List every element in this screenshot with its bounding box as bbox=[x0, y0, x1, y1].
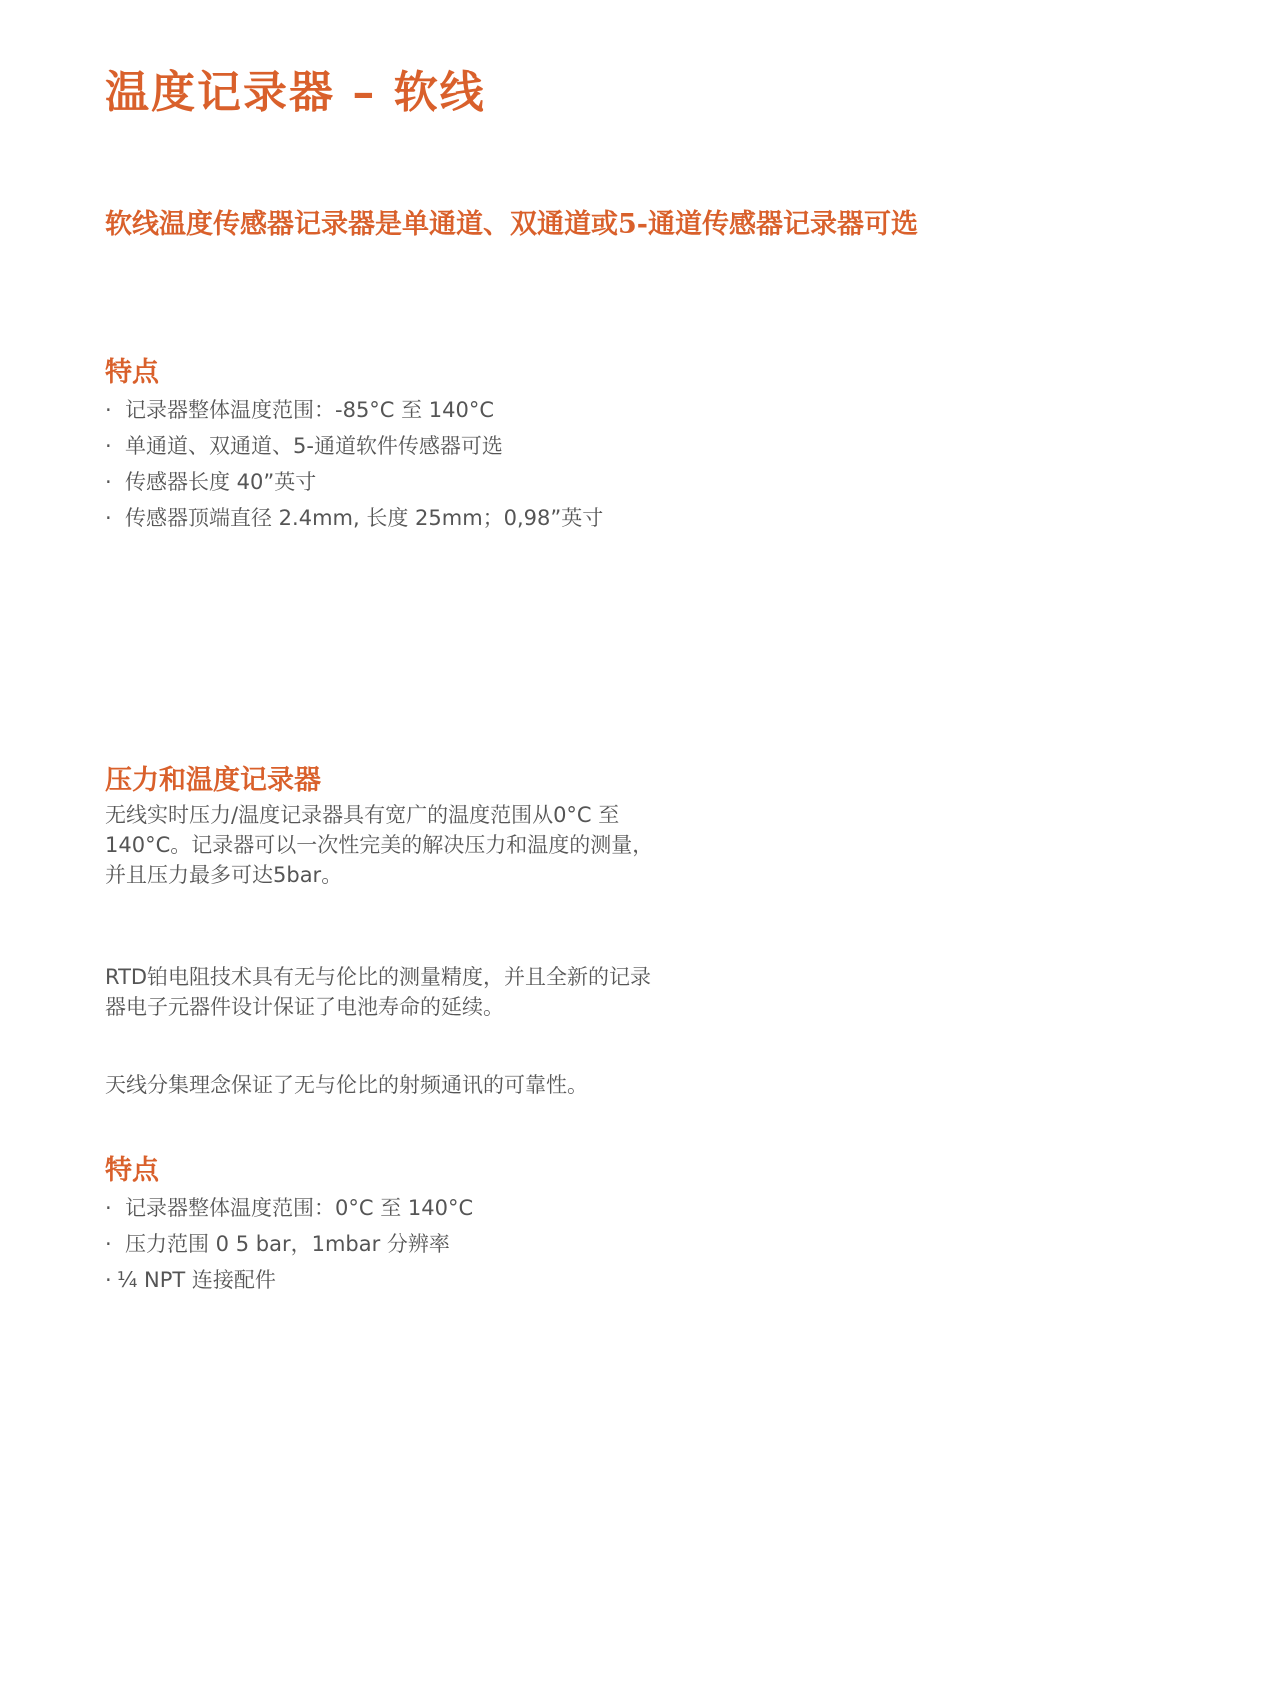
list-item bbox=[105, 1226, 473, 1262]
features-list-2 bbox=[105, 1190, 473, 1298]
list-item-text: 记录器整体温度范围：-85°C 至 140°C bbox=[125, 398, 495, 422]
rtd-paragraph: RTD铂电阻技术具有无与伦比的测量精度，并且全新的记录器电子元器件设计保证了电池寿命的延续。 bbox=[105, 965, 652, 1019]
list-item bbox=[105, 1190, 473, 1226]
bullet-icon: · bbox=[105, 470, 112, 494]
bullet-icon: · bbox=[105, 1268, 112, 1292]
page-subtitle: 软线温度传感器记录器是单通道、双通道或5-通道传感器记录器可选 bbox=[105, 209, 918, 240]
list-item bbox=[105, 1262, 473, 1298]
list-item bbox=[105, 500, 603, 536]
list-item-text: 传感器顶端直径 2.4mm, 长度 25mm；0,98”英寸 bbox=[125, 506, 604, 530]
list-item-text: 传感器长度 40”英寸 bbox=[125, 470, 317, 494]
bullet-icon: · bbox=[105, 1196, 112, 1220]
bullet-icon: · bbox=[105, 398, 112, 422]
list-item-text: 压力范围 0 5 bar，1mbar 分辨率 bbox=[125, 1232, 450, 1256]
list-item-text: 记录器整体温度范围：0°C 至 140°C bbox=[125, 1196, 474, 1220]
antenna-paragraph: 天线分集理念保证了无与伦比的射频通讯的可靠性。 bbox=[105, 1073, 588, 1097]
page-title: 温度记录器 – 软线 bbox=[105, 67, 486, 118]
list-item bbox=[105, 428, 603, 464]
intro-paragraph: 无线实时压力/温度记录器具有宽广的温度范围从0°C 至 140°C。记录器可以一次性完美的解决压力和温度的测量，并且压力最多可达5bar。 bbox=[105, 803, 654, 887]
features-heading-1: 特点 bbox=[105, 357, 159, 388]
bullet-icon: · bbox=[105, 1232, 112, 1256]
bullet-icon: · bbox=[105, 434, 112, 458]
list-item-text: ¼ NPT 连接配件 bbox=[117, 1268, 276, 1292]
pressure-temp-heading: 压力和温度记录器 bbox=[105, 765, 321, 796]
list-item bbox=[105, 464, 603, 500]
list-item-text: 单通道、双通道、5-通道软件传感器可选 bbox=[125, 434, 503, 458]
features-heading-2: 特点 bbox=[105, 1155, 159, 1186]
features-list-1 bbox=[105, 392, 603, 536]
bullet-icon: · bbox=[105, 506, 112, 530]
list-item bbox=[105, 392, 603, 428]
